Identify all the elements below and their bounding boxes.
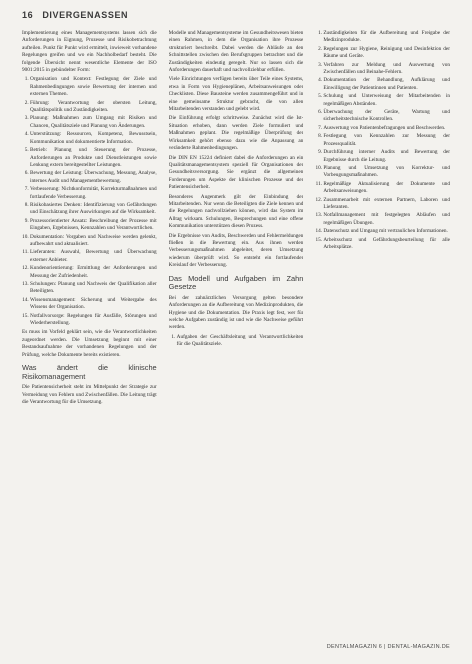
list-item: 14. Datenschutz und Umgang mit vertraulichen Informationen. [323,228,450,235]
numbered-list [22,76,157,327]
section-heading: Das Modell und Aufgaben im Zahn Gesetze [168,273,304,292]
paragraph: Modelle und Managementsysteme im Gesundheitswesen bieten einen Rahmen, in dem die Organisation ihre Prozesse strukturiert beschreibt. Dabei werden die Abläufe an den Schnittstellen zwischen den Berufsgruppen betrachtet und die Zuständigkeiten eindeutig geregelt. Nur so lassen sich die Anforderungen dauerhaft und nachvollziehbar erfüllen. [168,30,304,74]
paragraph: Es muss im Vorfeld geklärt sein, wie die Verantwortlichkeiten zugeordnet werden. Die Umsetzung beginnt mit einer Bestandsaufnahme der vorhandenen Regelungen und der Prüfung, welche Dokumente bereits existieren. [22,329,157,358]
list-item: 8. Risikobasiertes Denken: Identifizierung von Gefährdungen und Einschätzung ihrer Auswirkungen auf die Wirksamkeit. [30,202,157,217]
list-item: 10. Planung und Umsetzung von Korrektur- und Vorbeugungsmaßnahmen. [323,165,450,180]
list-item: 1. Zuständigkeiten für die Aufbereitung und Freigabe der Medizinprodukte. [323,30,450,45]
list-item: 7. Verbesserung: Nichtkonformität, Korrekturmaßnahmen und fortlaufende Verbesserung. [30,186,157,201]
numbered-list [169,334,304,349]
list-item: 14. Wissensmanagement: Sicherung und Weitergabe des Wissens der Organisation. [30,297,157,312]
list-item: 5. Betrieb: Planung und Steuerung der Prozesse, Anforderungen an Produkte und Dienstleistungen sowie Lenkung extern bereitgestellter Leistungen. [30,147,157,169]
column-1 [22,30,157,630]
list-item: 5. Schulung und Unterweisung der Mitarbeitenden in regelmäßigen Abständen. [323,93,450,108]
paragraph: Die Ergebnisse von Audits, Beschwerden und Fehlermeldungen fließen in die Bewertung ein. Aus ihnen werden Verbesserungsmaßnahmen abgeleitet, deren Umsetzung wiederum überprüft wird. So entsteht ein fortlaufender Kreislauf der Verbesserung. [168,232,304,269]
list-item: 4. Dokumentation der Behandlung, Aufklärung und Einwilligung der Patientinnen und Patienten. [323,77,450,92]
list-item: 1. Aufgaben der Geschäftsleitung und Verantwortlichkeiten für die Qualitätsziele. [177,334,304,349]
list-item: 3. Planung: Maßnahmen zum Umgang mit Risiken und Chancen, Qualitätsziele und Planung von Änderungen. [30,115,157,130]
list-item: 11. Lieferanten: Auswahl, Bewertung und Überwachung externer Anbieter. [30,249,157,264]
list-item: 2. Führung: Verantwortung der obersten Leitung, Qualitätspolitik und Zuständigkeiten. [30,100,157,115]
paragraph: Die Patientensicherheit steht im Mittelpunkt der Strategie zur Vermeidung von Fehlern und Zwischenfällen. Die Leitung trägt die Verantwortung für die Umsetzung. [22,384,157,406]
list-item: 10. Dokumentation: Vorgaben und Nachweise werden gelenkt, aufbewahrt und aktualisiert. [30,234,157,249]
list-item: 11. Regelmäßige Aktualisierung der Dokumente und Arbeitsanweisungen. [323,181,450,196]
list-item: 13. Notfallmanagement mit festgelegten Abläufen und regelmäßigen Übungen. [323,212,450,227]
page-header [22,10,450,22]
numbered-list [315,30,450,251]
list-item: 13. Schulungen: Planung und Nachweis der Qualifikation aller Beteiligten. [30,281,157,296]
list-item: 8. Festlegung von Kennzahlen zur Messung der Prozessqualität. [323,133,450,148]
paragraph: Die Einführung erfolgt schrittweise. Zunächst wird die Ist-Situation erhoben, dann werden Ziele formuliert und Maßnahmen geplant. Die regelmäßige Überprüfung der Wirksamkeit gehört ebenso dazu wie die Anpassung an veränderte Rahmenbedingungen. [168,115,304,152]
section-title: DIVERGENASSEN [42,10,129,20]
paragraph: Die DIN EN 15224 definiert dabei die Anforderungen an ein Qualitätsmanagementsystem speziell für Organisationen der Gesundheitsversorgung. Sie ergänzt die allgemeinen Forderungen um Aspekte der klinischen Prozesse und der Patientensicherheit. [168,154,304,191]
list-item: 9. Durchführung interner Audits und Bewertung der Ergebnisse durch die Leitung. [323,149,450,164]
paragraph: Implementierung eines Managementsystems lassen sich die Anforderungen in Eignung, Prozesse und Risikobetrachtung aufteilen. Punkt für Punkt wird ermittelt, inwieweit vorhandene Regelungen greifen und wo ein Nachholbedarf besteht. Die folgende Übersicht nennt wesentliche Elemente der ISO 9001:2015 in gebündelter Form: [22,30,157,74]
list-item: 9. Prozessorientierter Ansatz: Beschreibung der Prozesse mit Eingaben, Ergebnissen, Kennzahlen und Verantwortlichen. [30,218,157,233]
page-footer: DENTALMAGAZIN 6 | DENTAL-MAGAZIN.DE [326,644,450,650]
paragraph: Viele Einrichtungen verfügen bereits über Teile eines Systems, etwa in Form von Hygieneplänen, Arbeitsanweisungen oder Checklisten. Diese Bausteine werden zusammengeführt und in eine gemeinsame Struktur gebracht, die von allen Mitarbeitenden verstanden und gelebt wird. [168,76,304,113]
list-item: 12. Kundenorientierung: Ermittlung der Anforderungen und Messung der Zufriedenheit. [30,265,157,280]
section-heading: Was ändert die klinische Risikomanagement [22,363,157,381]
list-item: 6. Bewertung der Leistung: Überwachung, Messung, Analyse, internes Audit und Managementbewertung. [30,170,157,185]
list-item: 4. Unterstützung: Ressourcen, Kompetenz, Bewusstsein, Kommunikation und dokumentierte Information. [30,131,157,146]
paragraph: Bei der zahnärztlichen Versorgung gelten besondere Anforderungen an die Aufbereitung von Medizinprodukten, die Hygiene und die Dokumentation. Die Praxis legt fest, wer für welche Aufgaben zuständig ist und wie die Nachweise geführt werden. [168,294,304,331]
list-item: 6. Überwachung der Geräte, Wartung und sicherheitstechnische Kontrollen. [323,109,450,124]
page-number: 16 [22,10,34,20]
article-columns [22,30,450,630]
list-item: 7. Auswertung von Patientenbefragungen und Beschwerden. [323,125,450,132]
list-item: 3. Verfahren zur Meldung und Auswertung von Zwischenfällen und Beinahe-Fehlern. [323,62,450,77]
list-item: 1. Organisation und Kontext: Festlegung der Ziele und Rahmenbedingungen sowie Bewertung der internen und externen Themen. [30,76,157,98]
paragraph: Besonderes Augenmerk gilt der Einbindung der Mitarbeitenden. Nur wenn die Beteiligten die Ziele kennen und die Regelungen nachvollziehen können, wird das System im Alltag wirksam. Schulungen, Besprechungen und eine offene Kommunikation unterstützen diesen Prozess. [168,193,304,230]
list-item: 15. Arbeitsschutz und Gefährdungsbeurteilung für alle Arbeitsplätze. [323,237,450,252]
list-item: 12. Zusammenarbeit mit externen Partnern, Laboren und Lieferanten. [323,197,450,212]
list-item: 15. Notfallvorsorge: Regelungen für Ausfälle, Störungen und Wiederherstellung. [30,313,157,328]
list-item: 2. Regelungen zur Hygiene, Reinigung und Desinfektion der Räume und Geräte. [323,46,450,61]
column-2 [169,30,304,630]
column-3 [315,30,450,630]
